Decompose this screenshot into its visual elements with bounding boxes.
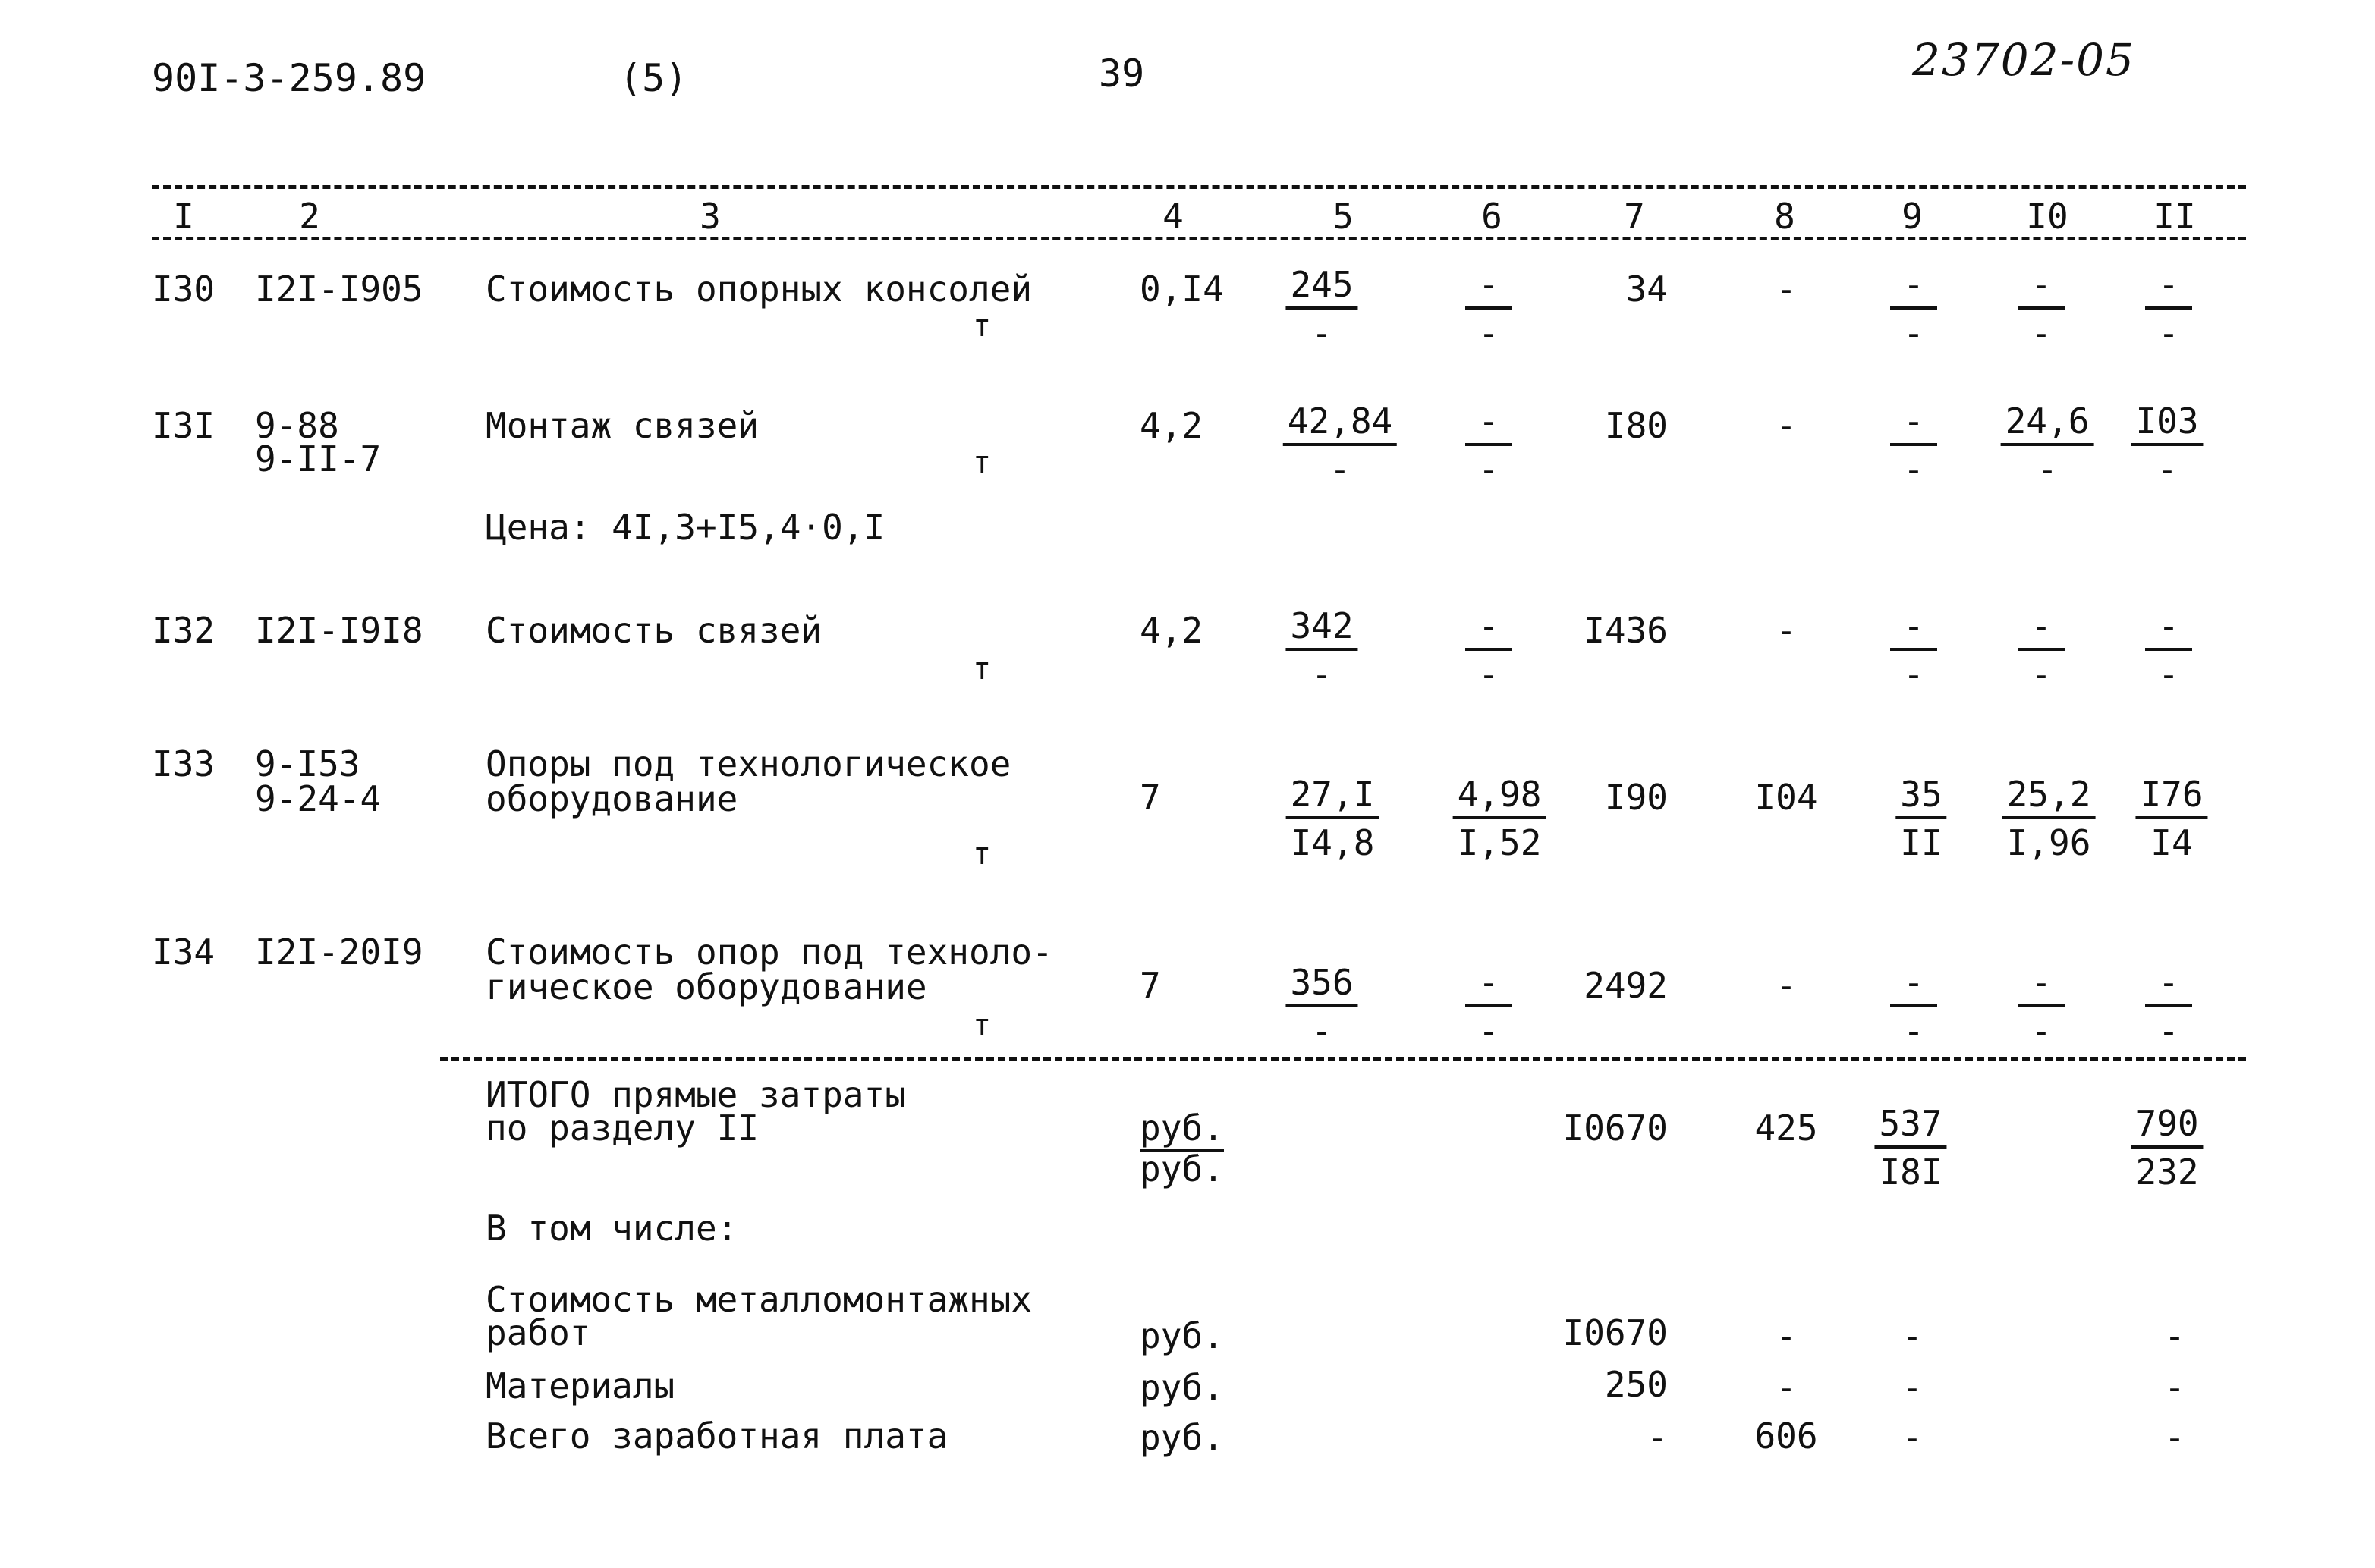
totals-col9 xyxy=(1874,1103,1946,1192)
breakdown-col9: - xyxy=(1902,1315,1923,1356)
cell-col6 xyxy=(1465,605,1512,695)
cell-col5 xyxy=(1286,774,1379,863)
quantity: 7 xyxy=(1140,965,1161,1006)
cell-numerator: 356 xyxy=(1285,965,1357,1007)
breakdown-label: Материалы xyxy=(486,1365,675,1406)
document-code: 90I-3-259.89 xyxy=(152,56,426,100)
cell-col6 xyxy=(1465,401,1512,490)
quantity: 4,2 xyxy=(1140,610,1203,651)
cell-denominator: - xyxy=(1329,449,1351,490)
unit-label: т xyxy=(973,837,992,872)
unit-label: т xyxy=(973,1008,992,1043)
cell-col7: I80 xyxy=(1604,405,1668,446)
cell-denominator: - xyxy=(1478,1010,1499,1051)
header-bottom-rule xyxy=(152,237,2246,240)
breakdown-col7: 250 xyxy=(1604,1364,1668,1405)
cell-denominator: I4,8 xyxy=(1290,822,1375,863)
cell-numerator: - xyxy=(1465,608,1512,651)
cell-denominator: - xyxy=(1478,654,1499,695)
cell-denominator: - xyxy=(2031,313,2052,354)
cell-col8: I04 xyxy=(1754,777,1818,818)
cell-denominator: - xyxy=(2158,313,2179,354)
handwritten-code: 23702-05 xyxy=(1912,34,2135,86)
breakdown-col11: - xyxy=(2164,1367,2185,1408)
totals-col7: I0670 xyxy=(1562,1108,1668,1149)
totals-label: по разделу II xyxy=(486,1108,760,1149)
cell-numerator: 245 xyxy=(1285,267,1357,310)
header-top-rule xyxy=(152,185,2246,189)
breakdown-col7: I0670 xyxy=(1562,1312,1668,1353)
cell-denominator: - xyxy=(1903,313,1924,354)
cell-col5 xyxy=(1285,264,1357,354)
breakdown-col11: - xyxy=(2164,1315,2185,1356)
cell-numerator: I03 xyxy=(2131,404,2203,446)
cell-denominator: - xyxy=(1903,654,1924,695)
column-header: II xyxy=(2153,196,2196,237)
column-header: I0 xyxy=(2026,196,2068,237)
cell-numerator: I76 xyxy=(2135,777,2207,819)
row-number: I3I xyxy=(152,405,215,446)
cell-col11 xyxy=(2145,264,2192,354)
cell-numerator: - xyxy=(1890,404,1937,446)
cell-col10 xyxy=(2018,264,2065,354)
cell-denominator: - xyxy=(1478,449,1499,490)
unit-label: т xyxy=(973,445,992,480)
row-number: I30 xyxy=(152,269,215,310)
cell-numerator: 4,98 xyxy=(1453,777,1546,819)
cell-col11 xyxy=(2145,605,2192,695)
cell-denominator: - xyxy=(1311,654,1332,695)
cell-numerator: - xyxy=(2145,608,2192,651)
unit-label: т xyxy=(973,652,992,687)
quantity: 7 xyxy=(1140,777,1161,818)
breakdown-label: Стоимость металломонтажных xyxy=(486,1279,1033,1320)
cell-denominator: - xyxy=(2037,449,2058,490)
cell-col8: - xyxy=(1776,269,1797,310)
cell-numerator: 25,2 xyxy=(2002,777,2096,819)
work-name: Стоимость связей xyxy=(486,610,823,651)
cell-denominator: - xyxy=(1903,449,1924,490)
cell-numerator: 35 xyxy=(1895,777,1946,819)
cell-col7: 34 xyxy=(1625,269,1668,310)
cell-denominator: - xyxy=(2158,654,2179,695)
norm-code: 9-II-7 xyxy=(255,438,382,479)
unit-label: т xyxy=(973,309,992,344)
cell-denominator: - xyxy=(2031,1010,2052,1051)
cell-numerator: - xyxy=(1890,267,1937,310)
column-header: 3 xyxy=(700,196,721,237)
cell-col7: 2492 xyxy=(1584,965,1668,1006)
column-header: 2 xyxy=(299,196,320,237)
cell-numerator: - xyxy=(1465,965,1512,1007)
cell-numerator: 27,I xyxy=(1286,777,1379,819)
cell-col8: - xyxy=(1776,405,1797,446)
document-part: (5) xyxy=(619,56,688,100)
cell-numerator: - xyxy=(1890,965,1937,1007)
cell-denominator: II xyxy=(1900,822,1942,863)
cell-col11 xyxy=(2135,774,2207,863)
cell-col6 xyxy=(1453,774,1546,863)
cell-denominator: I8I xyxy=(1879,1152,1942,1192)
breakdown-col9: - xyxy=(1902,1417,1923,1458)
breakdown-col8: - xyxy=(1776,1315,1797,1356)
cell-col5 xyxy=(1283,401,1397,490)
norm-code: 9-88 xyxy=(255,405,339,446)
cell-col8: - xyxy=(1776,965,1797,1006)
breakdown-col8: 606 xyxy=(1754,1416,1818,1456)
column-header: 6 xyxy=(1481,196,1502,237)
breakdown-col7: - xyxy=(1647,1417,1668,1458)
breakdown-unit: руб. xyxy=(1140,1367,1224,1408)
cell-denominator: 232 xyxy=(2135,1152,2199,1192)
cell-col5 xyxy=(1285,962,1357,1051)
work-name: гическое оборудование xyxy=(486,966,927,1007)
cell-denominator: - xyxy=(2158,1010,2179,1051)
cell-numerator: 342 xyxy=(1285,608,1357,651)
cell-col9 xyxy=(1890,962,1937,1051)
cell-col8: - xyxy=(1776,610,1797,651)
cell-col11 xyxy=(2145,962,2192,1051)
cell-col9 xyxy=(1895,774,1946,863)
cell-col9 xyxy=(1890,605,1937,695)
cell-col10 xyxy=(2018,605,2065,695)
column-header: 5 xyxy=(1332,196,1354,237)
cell-numerator: - xyxy=(1465,404,1512,446)
work-name: оборудование xyxy=(486,778,738,819)
norm-code: 9-I53 xyxy=(255,743,360,784)
cell-col10 xyxy=(2018,962,2065,1051)
cell-numerator: - xyxy=(2018,608,2065,651)
cell-denominator: - xyxy=(2156,449,2178,490)
cell-denominator: - xyxy=(2031,654,2052,695)
cell-denominator: I4 xyxy=(2150,822,2193,863)
row-number: I33 xyxy=(152,743,215,784)
norm-code: I2I-20I9 xyxy=(255,932,423,973)
norm-code: 9-24-4 xyxy=(255,778,382,819)
page-number: 39 xyxy=(1099,52,1145,96)
breakdown-col11: - xyxy=(2164,1417,2185,1458)
work-name: Монтаж связей xyxy=(486,405,760,446)
norm-code: I2I-I9I8 xyxy=(255,610,423,651)
cell-numerator: - xyxy=(2145,965,2192,1007)
cell-numerator: - xyxy=(2018,965,2065,1007)
quantity: 0,I4 xyxy=(1140,269,1224,310)
cell-numerator: 537 xyxy=(1874,1106,1946,1149)
cell-col7: I436 xyxy=(1584,610,1668,651)
cell-col10 xyxy=(2001,401,2094,490)
cell-col5 xyxy=(1285,605,1357,695)
totals-col11 xyxy=(2131,1103,2203,1192)
cell-numerator: 42,84 xyxy=(1283,404,1397,446)
column-header: 4 xyxy=(1162,196,1184,237)
cell-numerator: 790 xyxy=(2131,1106,2203,1149)
breakdown-unit: руб. xyxy=(1140,1417,1224,1458)
totals-col8: 425 xyxy=(1754,1108,1818,1149)
including-label: В том числе: xyxy=(486,1208,738,1249)
cell-col9 xyxy=(1890,401,1937,490)
cell-numerator: 24,6 xyxy=(2001,404,2094,446)
cell-denominator: I,96 xyxy=(2006,822,2091,863)
totals-unit: руб. xyxy=(1140,1111,1224,1152)
column-header: 8 xyxy=(1774,196,1795,237)
cell-denominator: - xyxy=(1478,313,1499,354)
quantity: 4,2 xyxy=(1140,405,1203,446)
cell-col6 xyxy=(1465,962,1512,1051)
cell-col10 xyxy=(2002,774,2096,863)
cell-denominator: - xyxy=(1903,1010,1924,1051)
price-note: Цена: 4I,3+I5,4·0,I xyxy=(486,507,886,548)
cell-col7: I90 xyxy=(1604,777,1668,818)
totals-unit: руб. xyxy=(1140,1149,1224,1189)
breakdown-label: Всего заработная плата xyxy=(486,1416,948,1456)
cell-denominator: - xyxy=(1311,313,1332,354)
breakdown-col9: - xyxy=(1902,1367,1923,1408)
cell-numerator: - xyxy=(2145,267,2192,310)
row-number: I32 xyxy=(152,610,215,651)
cell-col9 xyxy=(1890,264,1937,354)
work-name: Стоимость опор под техноло- xyxy=(486,932,1053,973)
totals-label: ИТОГО прямые затраты xyxy=(486,1074,906,1115)
cell-col11 xyxy=(2131,401,2203,490)
work-name: Опоры под технологическое xyxy=(486,743,1011,784)
column-header: 7 xyxy=(1624,196,1645,237)
breakdown-unit: руб. xyxy=(1140,1315,1224,1356)
cell-denominator: I,52 xyxy=(1457,822,1542,863)
cell-numerator: - xyxy=(1465,267,1512,310)
work-name: Стоимость опорных консолей xyxy=(486,269,1033,310)
norm-code: I2I-I905 xyxy=(255,269,423,310)
column-header: I xyxy=(173,196,194,237)
cell-numerator: - xyxy=(1890,608,1937,651)
row-number: I34 xyxy=(152,932,215,973)
cell-denominator: - xyxy=(1311,1010,1332,1051)
totals-rule xyxy=(440,1057,2246,1061)
breakdown-col8: - xyxy=(1776,1367,1797,1408)
column-header: 9 xyxy=(1902,196,1923,237)
breakdown-label: работ xyxy=(486,1312,591,1353)
cell-numerator: - xyxy=(2018,267,2065,310)
cell-col6 xyxy=(1465,264,1512,354)
